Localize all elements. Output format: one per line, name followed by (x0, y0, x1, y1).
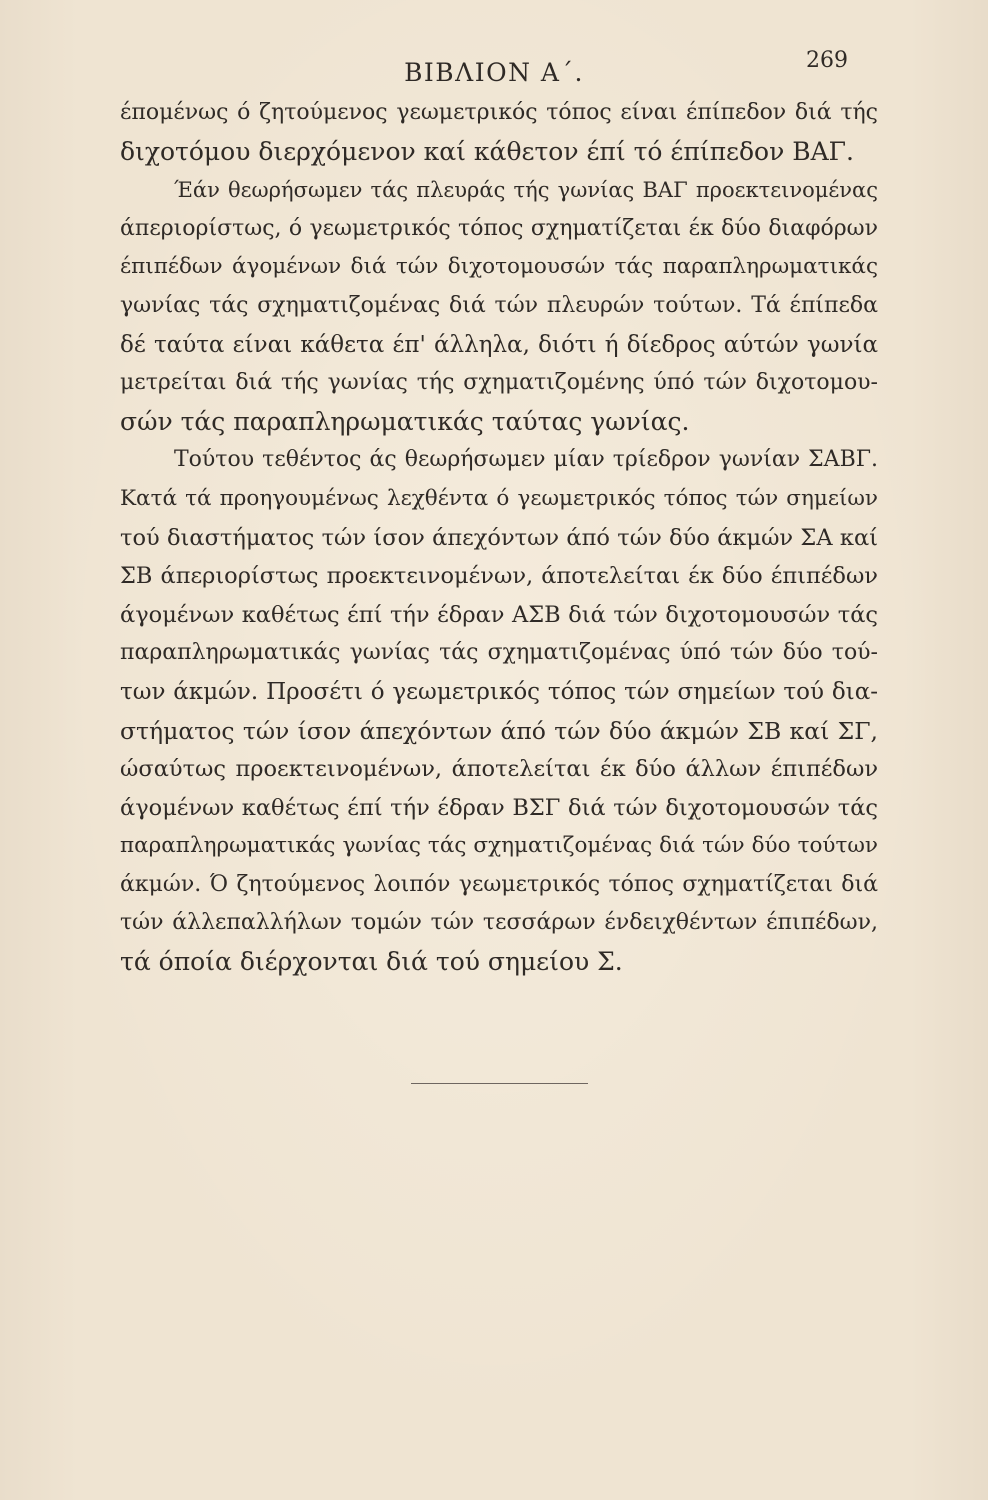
text-line: γωνίας τάς σχηματιζομένας διά τών πλευρών τούτων. Τά έπίπεδα (120, 292, 878, 318)
text-line: μετρείται διά τής γωνίας τής σχηματιζομένης ύπό τών διχοτομου- (120, 370, 878, 396)
text-line: σών τάς παραπληρωματικάς ταύτας γωνίας. (120, 406, 690, 436)
text-line: Κατά τά προηγουμένως λεχθέντα ό γεωμετρικός τόπος τών σημείων (120, 485, 878, 511)
text-line: άπεριορίστως, ό γεωμετρικός τόπος σχηματίζεται έκ δύο διαφόρων (120, 215, 878, 241)
text-line: τών άλλεπαλλήλων τομών τών τεσσάρων ένδειχθέντων έπιπέδων, (120, 910, 878, 936)
text-line: άκμών. Ό ζητούμενος λοιπόν γεωμετρικός τόπος σχηματίζεται διά (120, 871, 878, 897)
text-line: τού διαστήματος τών ίσον άπεχόντων άπό τών δύο άκμών ΣΑ καί (120, 524, 878, 551)
page-number: 269 (806, 48, 848, 73)
text-line: ΣΒ άπεριορίστως προεκτεινομένων, άποτελείται έκ δύο έπιπέδων (120, 563, 878, 590)
text-line: παραπληρωματικάς γωνίας τάς σχηματιζομένας ύπό τών δύο τού- (120, 640, 878, 666)
text-line: διχοτόμου διερχόμενον καί κάθετον έπί τό έπίπεδον ΒΑΓ. (120, 136, 854, 166)
text-line: ώσαύτως προεκτεινομένων, άποτελείται έκ δύο άλλων έπιπέδων (120, 756, 878, 783)
body-text (120, 94, 878, 982)
section-divider-rule (411, 1083, 588, 1084)
text-line: άγομένων καθέτως έπί τήν έδραν ΑΣΒ διά τών διχοτομουσών τάς (120, 601, 878, 628)
text-line: Τούτου τεθέντος άς θεωρήσωμεν μίαν τρίεδρον γωνίαν ΣΑΒΓ. (174, 447, 878, 473)
running-header-title: ΒΙΒΛΙΟΝ Α΄. (404, 58, 584, 87)
text-line: στήματος τών ίσον άπεχόντων άπό τών δύο άκμών ΣΒ καί ΣΓ, (120, 716, 878, 745)
text-line: Έάν θεωρήσωμεν τάς πλευράς τής γωνίας ΒΑΓ προεκτεινομένας (174, 178, 878, 203)
text-line: δέ ταύτα είναι κάθετα έπ' άλληλα, διότι ή δίεδρος αύτών γωνία (120, 331, 878, 358)
text-line: παραπληρωματικάς γωνίας τάς σχηματιζομένας διά τών δύο τούτων (120, 833, 878, 859)
text-line: έπιπέδων άγομένων διά τών διχοτομουσών τάς παραπληρωματικάς (120, 254, 878, 280)
text-line: τά όποία διέρχονται διά τού σημείου Σ. (120, 947, 623, 977)
text-line: έπομένως ό ζητούμενος γεωμετρικός τόπος είναι έπίπεδον διά τής (120, 100, 878, 125)
text-line: άγομένων καθέτως έπί τήν έδραν ΒΣΓ διά τών διχοτομουσών τάς (120, 794, 878, 821)
text-line: των άκμών. Προσέτι ό γεωμετρικός τόπος τών σημείων τού δια- (120, 678, 878, 705)
